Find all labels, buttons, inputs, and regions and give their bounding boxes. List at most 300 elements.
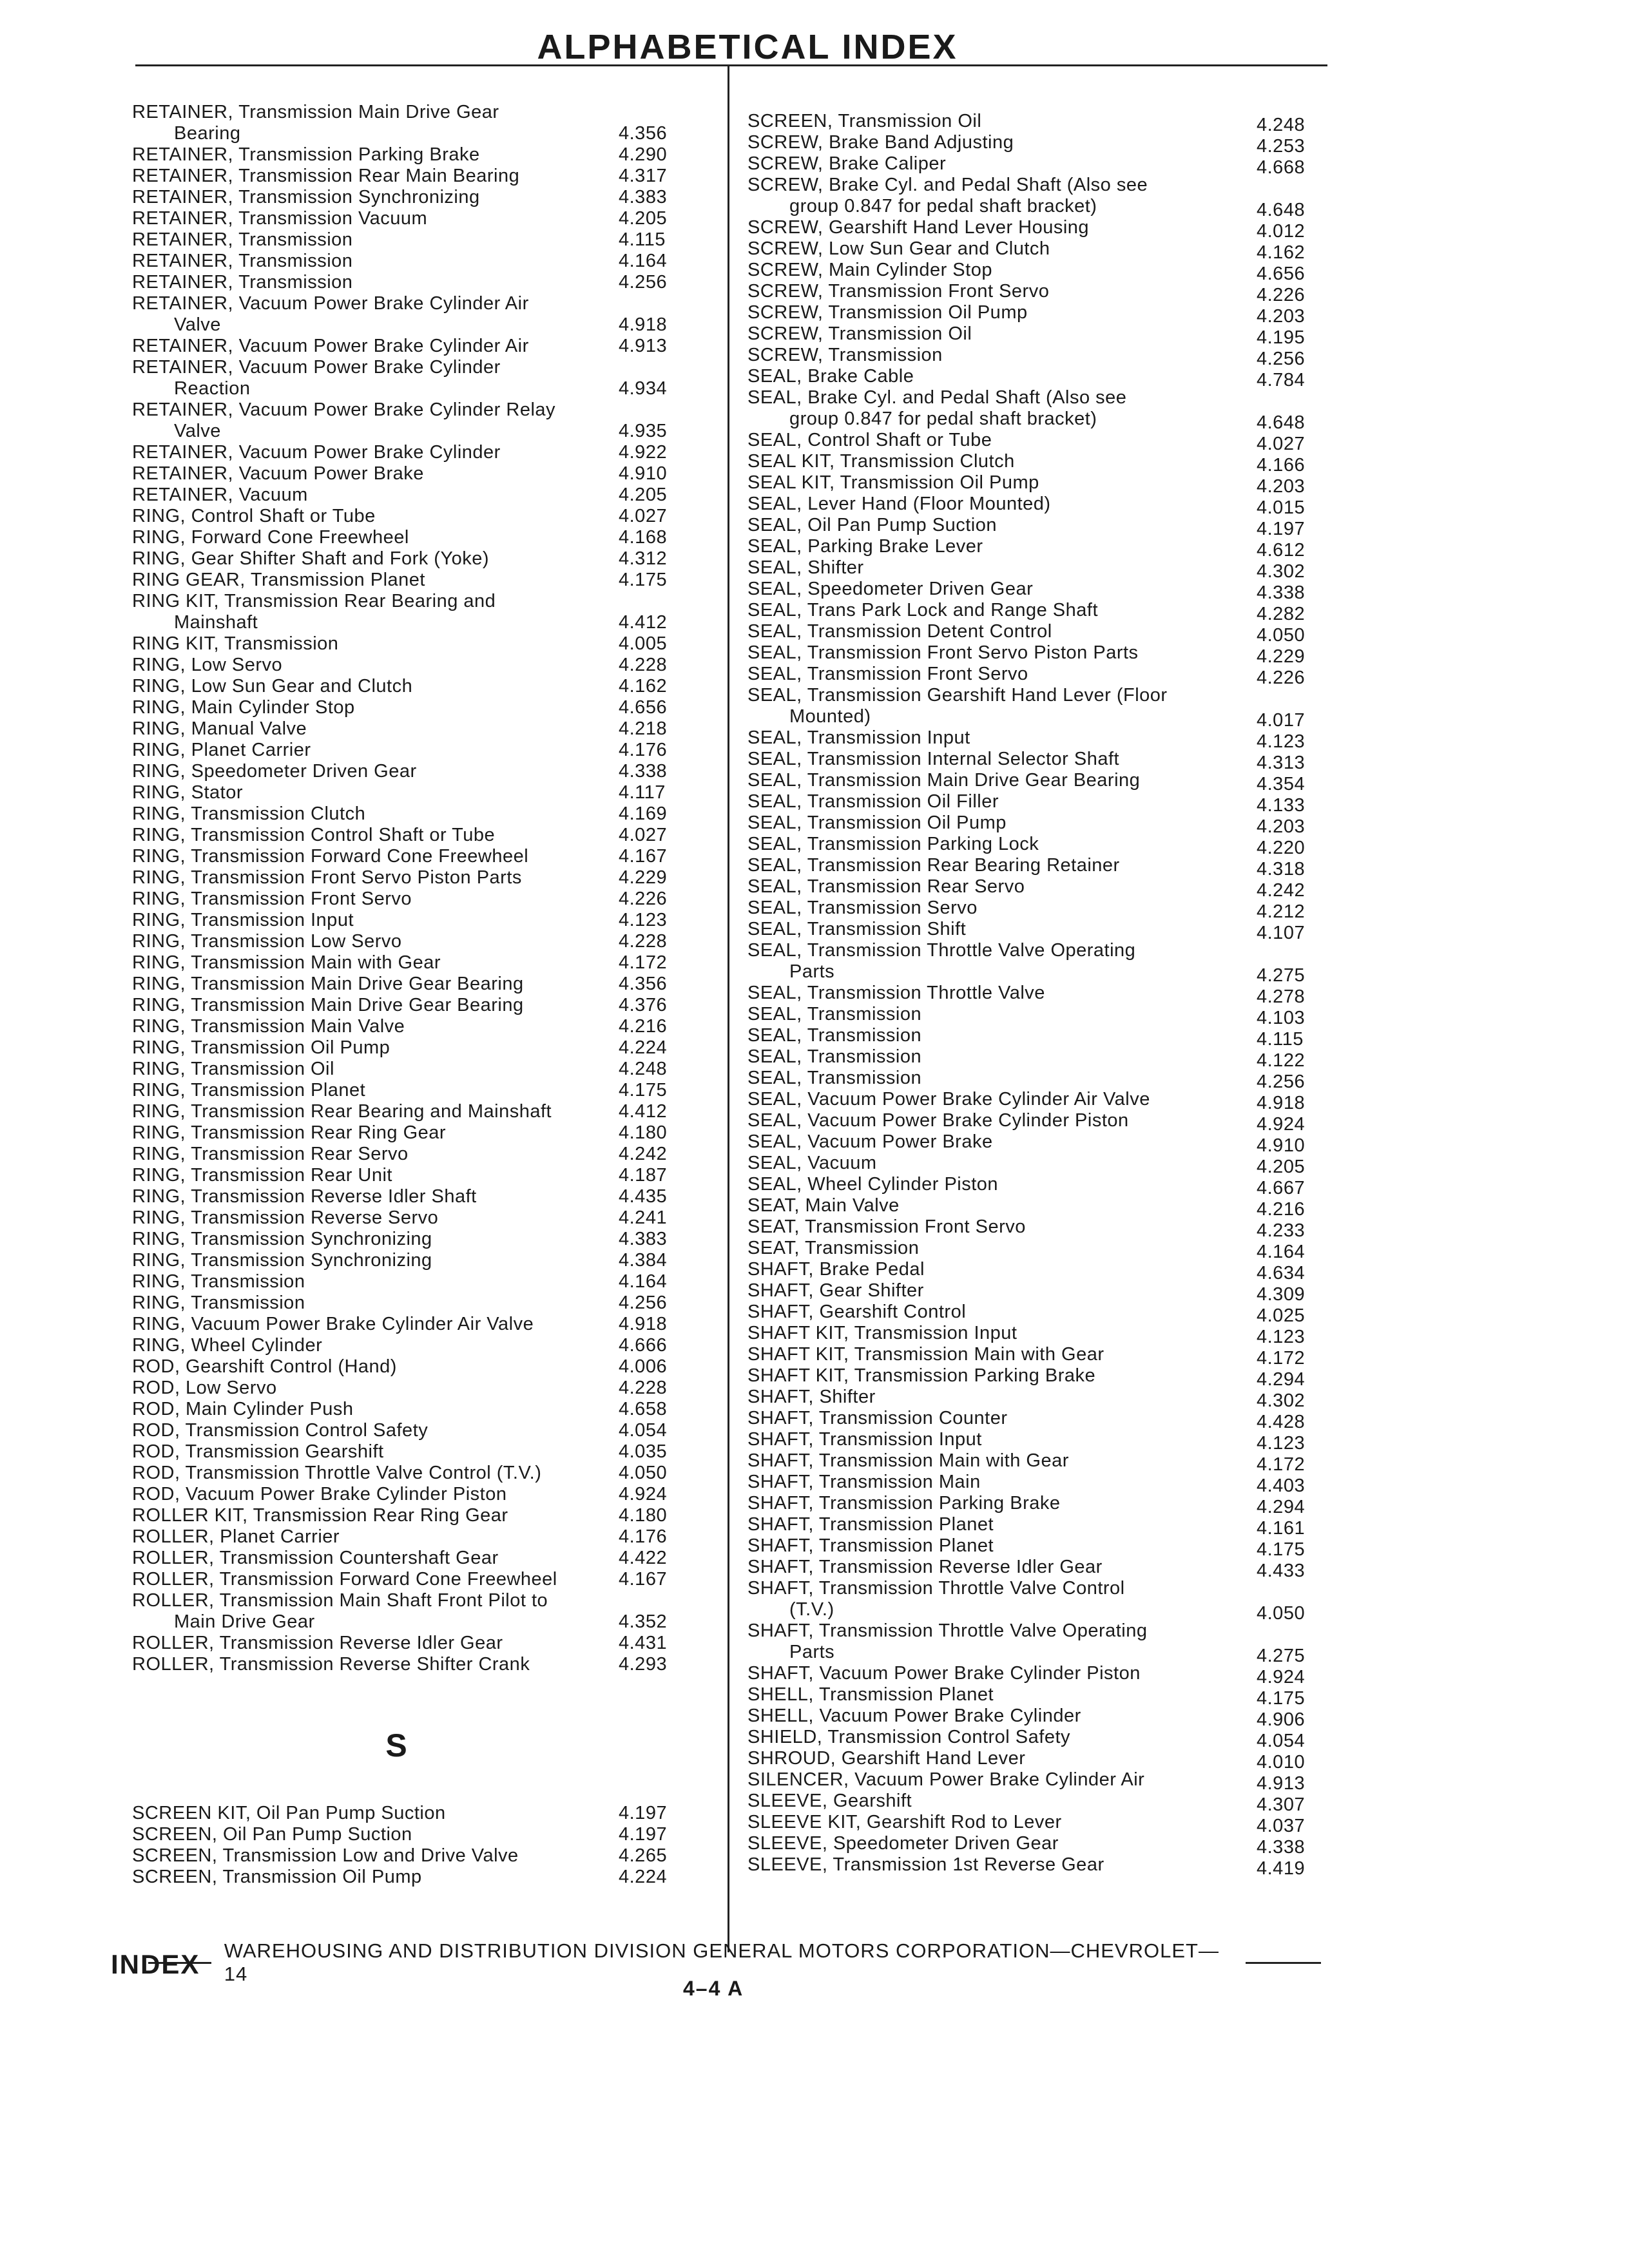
entry-term (132, 761, 612, 782)
entry-text: RETAINER, Transmission Synchronizing (132, 187, 480, 207)
entry-page-number: 4.205 (1257, 1157, 1306, 1177)
entry-term (747, 1535, 1250, 1557)
entry-term (132, 1803, 612, 1824)
entry-term (132, 1526, 612, 1548)
entry-page-number: 4.050 (1257, 625, 1306, 646)
index-entry (747, 1259, 1337, 1283)
entry-text: SEAL, Transmission Throttle Valve (747, 983, 1045, 1003)
entry-page-number: 4.338 (1257, 1837, 1306, 1858)
entry-text: SHAFT, Transmission Main (747, 1472, 981, 1492)
entry-term (747, 1408, 1250, 1429)
entry-page-number: 4.922 (619, 442, 668, 463)
entry-term (132, 1037, 612, 1059)
index-entry (132, 1399, 699, 1420)
index-entry (132, 1526, 699, 1548)
entry-text: RING, Transmission (132, 1293, 305, 1313)
entry-page-number: 4.162 (1257, 242, 1306, 263)
entry-page-number: 4.256 (619, 272, 668, 293)
entry-term (132, 1059, 612, 1080)
entry-term (132, 1314, 612, 1335)
entry-page-number: 4.164 (619, 251, 668, 271)
index-entry (132, 272, 699, 293)
entry-term (132, 1399, 612, 1420)
entry-term (747, 1727, 1250, 1748)
entry-page-number: 4.667 (1257, 1178, 1306, 1198)
entry-page-number: 4.428 (1257, 1412, 1306, 1432)
entry-term (132, 697, 612, 718)
entry-text: SCREW, Brake Band Adjusting (747, 132, 1014, 153)
entry-text: Bearing (174, 123, 241, 144)
entry-term (747, 494, 1250, 515)
entry-text: SCREW, Low Sun Gear and Clutch (747, 238, 1050, 259)
entry-term (132, 485, 612, 506)
entry-page-number: 4.906 (1257, 1709, 1306, 1730)
entry-page-number: 4.015 (1257, 497, 1306, 518)
entry-page-number: 4.241 (619, 1207, 668, 1228)
entry-page-number: 4.282 (1257, 604, 1306, 624)
index-list-s-screen (132, 1803, 699, 1888)
entry-page-number: 4.017 (1257, 710, 1306, 731)
entry-page-number: 4.115 (619, 229, 666, 250)
index-entry (132, 1037, 699, 1059)
entry-term (132, 1186, 612, 1207)
entry-term (747, 451, 1250, 472)
entry-page-number: 4.228 (619, 1378, 668, 1398)
index-entry (132, 676, 699, 697)
entry-page-number: 4.433 (1257, 1561, 1306, 1581)
entry-text: Valve (174, 421, 221, 441)
entry-term (747, 1854, 1250, 1876)
entry-page-number: 4.203 (1257, 306, 1306, 327)
entry-page-number: 4.203 (1257, 816, 1306, 837)
index-entry (132, 1356, 699, 1378)
entry-term (747, 1110, 1250, 1131)
index-entry (132, 548, 699, 570)
entry-page-number: 4.612 (1257, 540, 1306, 561)
index-entry (747, 1238, 1337, 1262)
entry-page-number: 4.180 (619, 1505, 668, 1526)
entry-term (132, 1420, 612, 1441)
entry-term (132, 1463, 612, 1484)
entry-term-continued (132, 421, 612, 442)
entry-term (132, 144, 612, 166)
entry-term (747, 600, 1250, 621)
index-entry (747, 1174, 1337, 1198)
entry-term (747, 323, 1250, 345)
index-entry (132, 633, 699, 655)
entry-term (747, 217, 1250, 238)
entry-page-number: 4.224 (619, 1037, 668, 1058)
index-entry (747, 515, 1337, 539)
entry-text: SEAL KIT, Transmission Oil Pump (747, 472, 1039, 493)
entry-page-number: 4.256 (1257, 1072, 1306, 1092)
entry-page-number: 4.172 (1257, 1348, 1306, 1369)
entry-text: Mainshaft (174, 612, 258, 633)
entry-term-continued (747, 961, 1250, 983)
index-entry (132, 1314, 699, 1335)
entry-page-number: 4.107 (1257, 923, 1306, 943)
entry-text: SEAL, Oil Pan Pump Suction (747, 515, 997, 535)
entry-page-number: 4.294 (1257, 1497, 1306, 1517)
entry-term (747, 642, 1250, 664)
entry-text: SHAFT, Transmission Counter (747, 1408, 1008, 1428)
entry-text: RING, Transmission Synchronizing (132, 1229, 432, 1249)
index-entry (132, 761, 699, 782)
entry-page-number: 4.256 (1257, 349, 1306, 369)
entry-page-number: 4.784 (1257, 370, 1306, 390)
index-entry (132, 803, 699, 825)
index-entry (132, 1633, 699, 1654)
index-entry (132, 591, 699, 633)
entry-term (747, 260, 1250, 281)
entry-page-number: 4.313 (1257, 753, 1306, 773)
entry-text: ROD, Vacuum Power Brake Cylinder Piston (132, 1484, 507, 1504)
entry-page-number: 4.027 (619, 825, 668, 845)
entry-page-number: 4.383 (619, 1229, 668, 1249)
index-entry (747, 1153, 1337, 1177)
entry-text: RING, Transmission Front Servo Piston Parts (132, 867, 522, 888)
entry-term (747, 1769, 1250, 1791)
entry-page-number: 4.027 (1257, 434, 1306, 454)
index-entry (132, 208, 699, 229)
entry-text: SEAL, Transmission Oil Pump (747, 812, 1007, 833)
index-entry (747, 217, 1337, 242)
entry-term (747, 1131, 1250, 1153)
index-entry (132, 1250, 699, 1271)
entry-term (132, 293, 612, 314)
entry-text: SEAL KIT, Transmission Clutch (747, 451, 1015, 472)
entry-term (132, 1165, 612, 1186)
entry-term (747, 1259, 1250, 1280)
entry-term (747, 1174, 1250, 1195)
entry-text: SEAL, Brake Cyl. and Pedal Shaft (Also see (747, 387, 1127, 408)
entry-term-continued (132, 1611, 612, 1633)
entry-term (132, 782, 612, 803)
entry-term (132, 1569, 612, 1590)
entry-text: Parts (789, 1642, 835, 1662)
entry-page-number: 4.913 (1257, 1773, 1306, 1794)
index-entry (747, 1557, 1337, 1581)
entry-text: ROD, Low Servo (132, 1378, 277, 1398)
entry-text: SEAL, Transmission Internal Selector Shaft (747, 749, 1120, 769)
entry-term (747, 1302, 1250, 1323)
entry-text: SHELL, Vacuum Power Brake Cylinder (747, 1706, 1081, 1726)
entry-text: SEAL, Transmission Detent Control (747, 621, 1052, 642)
entry-term (747, 1748, 1250, 1769)
entry-text: SHAFT KIT, Transmission Main with Gear (747, 1344, 1104, 1365)
entry-text: SEAL, Vacuum Power Brake Cylinder Piston (747, 1110, 1129, 1131)
entry-term (747, 302, 1250, 323)
entry-term (747, 1472, 1250, 1493)
entry-term (747, 1791, 1250, 1812)
entry-text: SEAL, Transmission Servo (747, 898, 978, 918)
entry-term (747, 1068, 1250, 1089)
entry-text: SHAFT, Gear Shifter (747, 1280, 924, 1301)
entry-term (747, 153, 1250, 175)
entry-text: ROLLER, Planet Carrier (132, 1526, 340, 1547)
index-entry (747, 983, 1337, 1007)
entry-term (132, 1207, 612, 1229)
entry-page-number: 4.167 (619, 846, 668, 867)
entry-term (132, 676, 612, 697)
index-entry (132, 889, 699, 910)
entry-term (747, 1238, 1250, 1259)
entry-page-number: 4.054 (1257, 1731, 1306, 1751)
index-entry (747, 1535, 1337, 1560)
index-entry (747, 940, 1337, 986)
title-rule (135, 64, 1327, 66)
entry-text: SLEEVE KIT, Gearshift Rod to Lever (747, 1812, 1062, 1832)
entry-text: RING, Forward Cone Freewheel (132, 527, 409, 548)
entry-text: SCREW, Gearshift Hand Lever Housing (747, 217, 1090, 238)
entry-term (132, 1484, 612, 1505)
entry-text: RING, Transmission Front Servo (132, 889, 412, 909)
entry-term (132, 570, 612, 591)
entry-page-number: 4.025 (1257, 1305, 1306, 1326)
entry-term (747, 1450, 1250, 1472)
entry-page-number: 4.354 (1257, 774, 1306, 794)
entry-term (747, 983, 1250, 1004)
entry-text: SHAFT, Gearshift Control (747, 1302, 967, 1322)
entry-text: RETAINER, Vacuum Power Brake Cylinder (132, 442, 501, 463)
entry-page-number: 4.012 (1257, 221, 1306, 242)
index-entry (747, 494, 1337, 518)
entry-text: RETAINER, Vacuum Power Brake (132, 463, 424, 484)
entry-text: SCREW, Transmission Oil (747, 323, 972, 344)
entry-text: RETAINER, Transmission Parking Brake (132, 144, 480, 165)
entry-term-continued (132, 378, 612, 399)
index-entry (132, 718, 699, 740)
entry-term (747, 1429, 1250, 1450)
entry-page-number: 4.935 (619, 421, 668, 441)
entry-page-number: 4.648 (1257, 200, 1306, 220)
entry-text: Reaction (174, 378, 251, 399)
index-entry (747, 1663, 1337, 1687)
entry-text: Mounted) (789, 706, 871, 727)
entry-term (132, 718, 612, 740)
entry-text: SHAFT, Transmission Reverse Idler Gear (747, 1557, 1103, 1577)
entry-text: RING, Transmission Reverse Idler Shaft (132, 1186, 477, 1207)
index-entry (747, 175, 1337, 220)
entry-text: SEAL, Transmission Gearshift Hand Lever (Floor (747, 685, 1168, 706)
entry-term (132, 357, 612, 378)
entry-text: SCREW, Brake Caliper (747, 153, 947, 174)
entry-text: RING, Low Servo (132, 655, 283, 675)
entry-term (132, 1824, 612, 1845)
index-entry (132, 1080, 699, 1101)
entry-term (747, 175, 1250, 196)
index-entry (132, 1441, 699, 1463)
entry-page-number: 4.293 (619, 1654, 668, 1675)
entry-term (747, 430, 1250, 451)
entry-page-number: 4.162 (619, 676, 668, 697)
entry-text: group 0.847 for pedal shaft bracket) (789, 196, 1097, 216)
entry-text: RETAINER, Transmission (132, 251, 353, 271)
entry-term (132, 442, 612, 463)
index-entry (747, 1727, 1337, 1751)
entry-page-number: 4.187 (619, 1165, 668, 1186)
entry-page-number: 4.658 (619, 1399, 668, 1419)
entry-text: SEAL, Transmission (747, 1046, 922, 1067)
entry-term (747, 1004, 1250, 1025)
entry-term (132, 1590, 612, 1611)
entry-page-number: 4.913 (619, 336, 668, 356)
index-entry (747, 1302, 1337, 1326)
entry-term (747, 919, 1250, 940)
entry-page-number: 4.205 (619, 485, 668, 505)
entry-term (747, 1280, 1250, 1302)
entry-page-number: 4.356 (619, 123, 668, 144)
entry-page-number: 4.278 (1257, 986, 1306, 1007)
entry-page-number: 4.918 (1257, 1093, 1306, 1113)
index-entry (747, 1706, 1337, 1730)
index-entry (747, 1280, 1337, 1305)
entry-page-number: 4.176 (619, 1526, 668, 1547)
entry-term (132, 1229, 612, 1250)
entry-text: Main Drive Gear (174, 1611, 315, 1632)
entry-text: SCREW, Transmission Front Servo (747, 281, 1050, 302)
entry-term (747, 1812, 1250, 1833)
index-entry (747, 664, 1337, 688)
index-entry (132, 1229, 699, 1250)
index-entry (747, 1068, 1337, 1092)
entry-text: RING, Transmission Low Servo (132, 931, 402, 952)
entry-text: ROD, Transmission Control Safety (132, 1420, 429, 1441)
index-entry (132, 1845, 699, 1867)
entry-text: SEAT, Transmission Front Servo (747, 1216, 1026, 1237)
entry-term-continued (132, 314, 612, 336)
entry-text: SEAL, Control Shaft or Tube (747, 430, 992, 450)
index-entry (747, 1046, 1337, 1071)
index-entry (132, 1590, 699, 1633)
entry-term (747, 238, 1250, 260)
entry-page-number: 4.229 (619, 867, 668, 888)
entry-term (747, 664, 1250, 685)
entry-text: RETAINER, Transmission (132, 229, 353, 250)
section-letter: S (385, 1727, 407, 1763)
entry-term (132, 506, 612, 527)
entry-page-number: 4.123 (1257, 1327, 1306, 1347)
entry-term (132, 1080, 612, 1101)
index-entry (747, 302, 1337, 327)
entry-text: ROLLER, Transmission Forward Cone Freewheel (132, 1569, 557, 1590)
entry-text: RING, Planet Carrier (132, 740, 311, 760)
index-entry (747, 1833, 1337, 1858)
entry-text: SEAL, Transmission Throttle Valve Operating (747, 940, 1136, 961)
entry-page-number: 4.918 (619, 1314, 668, 1334)
index-entry (747, 1025, 1337, 1050)
entry-page-number: 4.431 (619, 1633, 668, 1653)
entry-text: SEAL, Transmission Shift (747, 919, 967, 939)
index-entry (132, 463, 699, 485)
entry-text: RING, Control Shaft or Tube (132, 506, 376, 526)
entry-term-continued (747, 706, 1250, 727)
entry-term (747, 1620, 1250, 1642)
entry-term (132, 208, 612, 229)
entry-page-number: 4.376 (619, 995, 668, 1015)
entry-term (747, 621, 1250, 642)
entry-page-number: 4.203 (1257, 476, 1306, 497)
entry-term (132, 1271, 612, 1293)
entry-text: SHAFT, Transmission Main with Gear (747, 1450, 1069, 1471)
index-entry (132, 1271, 699, 1293)
entry-term (132, 102, 612, 123)
entry-text: SEAL, Transmission Input (747, 727, 970, 748)
entry-term (132, 1016, 612, 1037)
index-entry (747, 1684, 1337, 1709)
entry-page-number: 4.910 (1257, 1135, 1306, 1156)
index-entry (132, 1101, 699, 1122)
entry-term (132, 740, 612, 761)
index-entry (747, 1854, 1337, 1879)
entry-page-number: 4.010 (1257, 1752, 1306, 1773)
index-entry (132, 1463, 699, 1484)
entry-term (747, 1578, 1250, 1599)
entry-page-number: 4.176 (619, 740, 668, 760)
entry-page-number: 4.005 (619, 633, 668, 654)
entry-text: RETAINER, Transmission Main Drive Gear (132, 102, 499, 122)
entry-text: SEAL, Transmission Rear Servo (747, 876, 1025, 897)
entry-page-number: 4.172 (619, 952, 668, 973)
entry-term (132, 803, 612, 825)
right-column (747, 111, 1337, 1879)
entry-page-number: 4.164 (1257, 1242, 1306, 1262)
entry-text: SHAFT, Brake Pedal (747, 1259, 925, 1280)
entry-text: RING, Transmission Main Valve (132, 1016, 405, 1037)
entry-text: RING, Transmission Rear Servo (132, 1144, 409, 1164)
index-entry (747, 366, 1337, 390)
entry-term (747, 727, 1250, 749)
index-entry (132, 1505, 699, 1526)
entry-page-number: 4.422 (619, 1548, 668, 1568)
entry-text: SHIELD, Transmission Control Safety (747, 1727, 1071, 1747)
index-entry (132, 1654, 699, 1675)
index-entry (747, 1450, 1337, 1475)
entry-text: SILENCER, Vacuum Power Brake Cylinder Air (747, 1769, 1145, 1790)
entry-page-number: 4.054 (619, 1420, 668, 1441)
entry-term (747, 1706, 1250, 1727)
index-entry (132, 740, 699, 761)
entry-term (747, 1663, 1250, 1684)
index-entry (132, 1122, 699, 1144)
entry-page-number: 4.312 (619, 548, 668, 569)
entry-text: RING, Transmission (132, 1271, 305, 1292)
entry-text: RING, Transmission Main with Gear (132, 952, 441, 973)
index-entry (132, 442, 699, 463)
entry-term (132, 272, 612, 293)
entry-text: Parts (789, 961, 835, 982)
entry-text: ROLLER KIT, Transmission Rear Ring Gear (132, 1505, 508, 1526)
entry-page-number: 4.352 (619, 1611, 668, 1632)
entry-term (132, 655, 612, 676)
entry-page-number: 4.050 (619, 1463, 668, 1483)
entry-term (132, 889, 612, 910)
entry-page-number: 4.338 (1257, 582, 1306, 603)
entry-term (747, 1046, 1250, 1068)
index-entry (747, 791, 1337, 816)
entry-text: ROD, Gearshift Control (Hand) (132, 1356, 397, 1377)
index-entry (132, 1335, 699, 1356)
index-entry (132, 952, 699, 974)
entry-page-number: 4.435 (619, 1186, 668, 1207)
entry-text: Valve (174, 314, 221, 335)
entry-term (747, 1557, 1250, 1578)
entry-text: SHAFT, Transmission Input (747, 1429, 982, 1450)
entry-page-number: 4.412 (619, 612, 668, 633)
entry-page-number: 4.648 (1257, 412, 1306, 433)
entry-page-number: 4.175 (1257, 1688, 1306, 1709)
index-entry (132, 1165, 699, 1186)
